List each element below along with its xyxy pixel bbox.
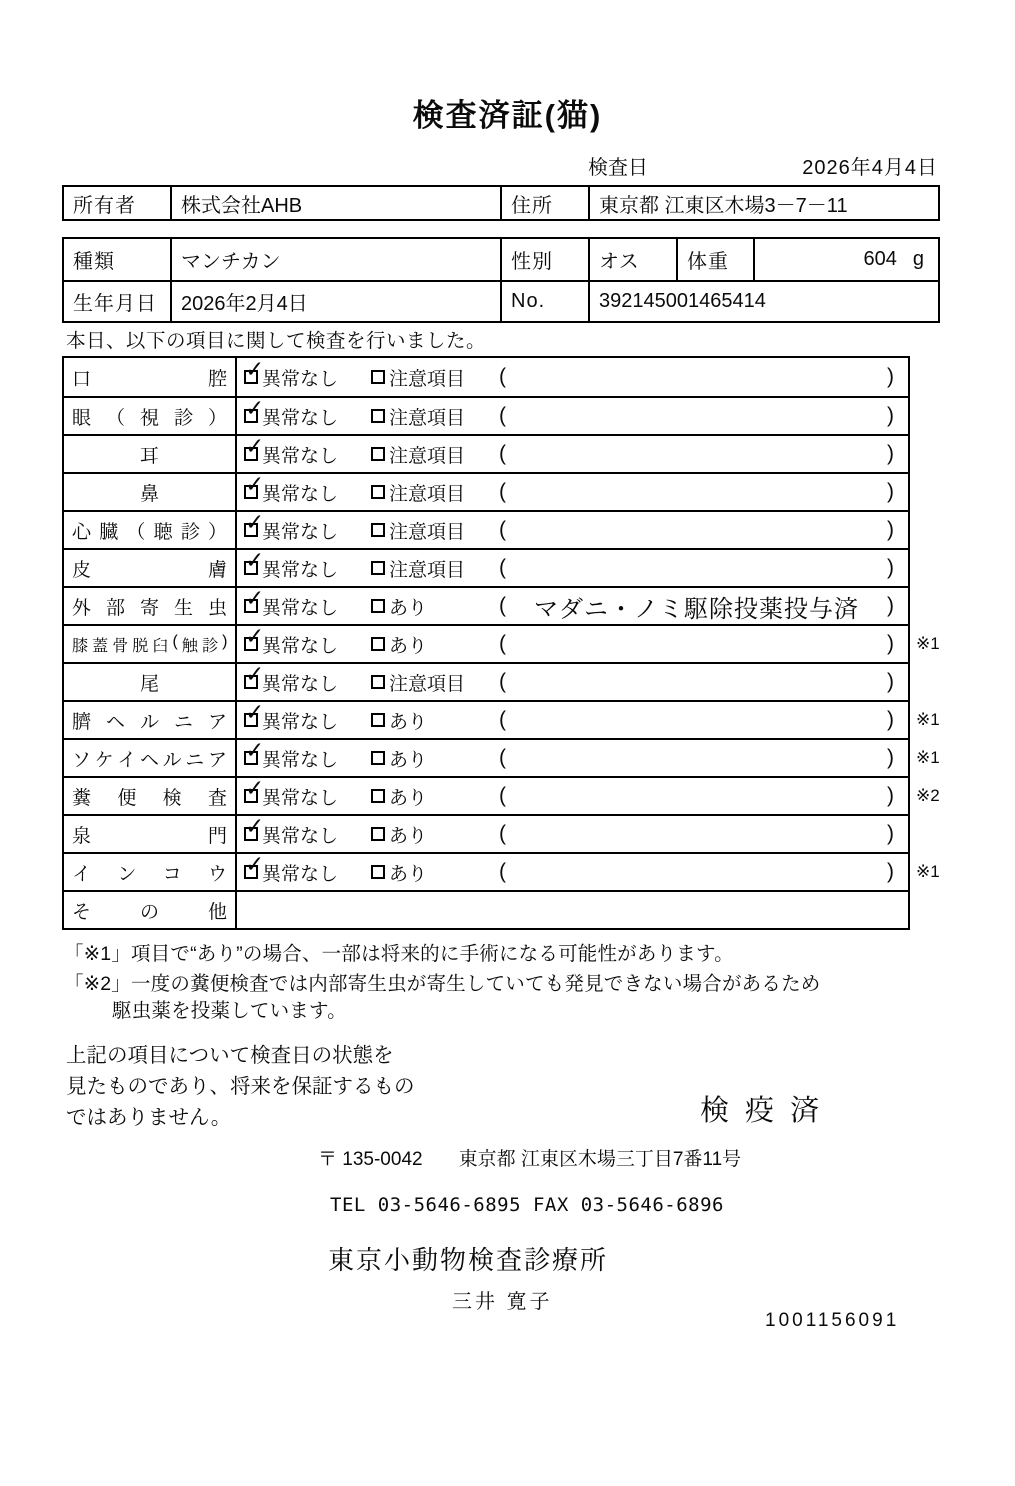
option-normal[interactable] bbox=[244, 395, 371, 430]
checkbox-attention-icon[interactable] bbox=[371, 637, 385, 651]
item-name-cell bbox=[64, 588, 237, 624]
item-name: 尾 bbox=[139, 673, 159, 695]
item-body bbox=[237, 699, 908, 738]
checkbox-normal-icon[interactable] bbox=[244, 433, 265, 461]
checklist-row bbox=[64, 548, 908, 586]
clinic-address-line bbox=[318, 1144, 741, 1171]
item-name: 眼 （ 視 診 ） bbox=[72, 407, 227, 429]
option-attention[interactable] bbox=[371, 593, 499, 620]
option-attention[interactable] bbox=[371, 555, 499, 582]
birthdate-label: 生年月日 bbox=[73, 293, 157, 315]
option-normal-label: 異常なし bbox=[262, 863, 339, 885]
option-normal[interactable] bbox=[244, 547, 371, 582]
open-paren: ( bbox=[499, 670, 506, 693]
checkbox-normal-icon[interactable] bbox=[244, 813, 265, 841]
option-normal[interactable] bbox=[244, 433, 371, 468]
item-body bbox=[237, 813, 908, 852]
check-mark-icon: ✓ bbox=[245, 775, 265, 801]
checkbox-attention-icon[interactable] bbox=[371, 561, 385, 575]
checkbox-attention-icon[interactable] bbox=[371, 409, 385, 423]
item-name-cell bbox=[64, 626, 237, 662]
close-paren: ) bbox=[887, 594, 894, 617]
option-attention-label: あり bbox=[389, 711, 428, 733]
item-body bbox=[237, 775, 908, 814]
option-normal[interactable] bbox=[244, 356, 371, 391]
item-name-cell bbox=[64, 740, 237, 776]
checkbox-normal-icon[interactable] bbox=[244, 737, 265, 765]
item-name-cell bbox=[64, 398, 237, 434]
option-normal-label: 異常なし bbox=[262, 483, 339, 505]
item-body bbox=[237, 661, 908, 700]
check-mark-icon: ✓ bbox=[245, 661, 265, 687]
close-paren: ) bbox=[887, 518, 894, 541]
checklist-row bbox=[64, 890, 908, 928]
weight-label: 体重 bbox=[676, 239, 753, 280]
close-paren: ) bbox=[887, 442, 894, 465]
option-attention[interactable] bbox=[371, 821, 499, 848]
option-attention[interactable] bbox=[371, 745, 499, 772]
checkbox-attention-icon[interactable] bbox=[371, 523, 385, 537]
checklist-row bbox=[64, 623, 940, 662]
page-title: 検査済証(猫) bbox=[412, 98, 603, 133]
option-normal-label: 異常なし bbox=[262, 521, 339, 543]
remark-text: マダニ・ノミ駆除投薬投与済 bbox=[534, 595, 859, 623]
item-body bbox=[237, 433, 908, 472]
checkbox-attention-icon[interactable] bbox=[371, 599, 385, 613]
checkbox-attention-icon[interactable] bbox=[371, 447, 385, 461]
checkbox-normal-icon[interactable] bbox=[244, 547, 265, 575]
checkbox-attention-icon[interactable] bbox=[371, 485, 385, 499]
weight-unit: g bbox=[912, 248, 924, 270]
check-mark-icon: ✓ bbox=[245, 585, 265, 611]
disclaimer-line-3: ではありません。 bbox=[66, 1106, 232, 1129]
option-attention[interactable] bbox=[371, 669, 499, 696]
close-paren: ) bbox=[887, 708, 894, 731]
open-paren: ( bbox=[499, 442, 506, 465]
item-body bbox=[237, 585, 908, 624]
item-name-cell bbox=[64, 854, 237, 890]
remark-field bbox=[499, 404, 894, 428]
animal-table-row-1 bbox=[64, 239, 938, 280]
option-attention-label: あり bbox=[389, 787, 428, 809]
checkbox-normal-icon[interactable] bbox=[244, 699, 265, 727]
checklist-row bbox=[64, 396, 908, 434]
checkbox-normal-icon[interactable] bbox=[244, 661, 265, 689]
option-normal[interactable] bbox=[244, 623, 371, 658]
option-attention-label: あり bbox=[389, 825, 428, 847]
remark-field bbox=[499, 860, 894, 884]
option-normal-label: 異常なし bbox=[262, 368, 339, 390]
clinic-name: 東京小動物検査診療所 bbox=[328, 1245, 609, 1275]
check-mark-icon: ✓ bbox=[245, 471, 265, 497]
item-name-cell bbox=[64, 702, 237, 738]
close-paren: ) bbox=[887, 670, 894, 693]
checkbox-normal-icon[interactable] bbox=[244, 623, 265, 651]
checklist-row bbox=[64, 662, 908, 700]
close-paren: ) bbox=[887, 556, 894, 579]
option-attention[interactable] bbox=[371, 631, 499, 658]
check-mark-icon: ✓ bbox=[245, 851, 265, 877]
footnote-2-line-1: 「※2」一度の糞便検査では内部寄生虫が寄生していても発見できない場合があるため bbox=[64, 973, 821, 995]
item-body bbox=[237, 851, 908, 890]
option-attention-label: あり bbox=[389, 597, 428, 619]
checklist-row bbox=[64, 586, 908, 624]
option-attention[interactable] bbox=[371, 479, 499, 506]
close-paren: ) bbox=[887, 632, 894, 655]
checkbox-attention-icon[interactable] bbox=[371, 865, 385, 879]
item-name: 口 腔 bbox=[72, 368, 227, 390]
checklist-row bbox=[64, 510, 908, 548]
sex-label: 性別 bbox=[500, 239, 588, 280]
inspection-date-label: 検査日 bbox=[588, 157, 648, 179]
owner-table bbox=[62, 185, 940, 221]
document-serial-number: 1001156091 bbox=[765, 1310, 900, 1331]
item-name: そ の 他 bbox=[72, 901, 227, 923]
check-mark-icon: ✓ bbox=[245, 813, 265, 839]
item-name: 泉 門 bbox=[72, 825, 227, 847]
checkbox-normal-icon[interactable] bbox=[244, 775, 265, 803]
remark-field bbox=[499, 784, 894, 808]
option-attention-label: 注意項目 bbox=[389, 445, 466, 467]
remark-field bbox=[499, 670, 894, 694]
checkbox-attention-icon[interactable] bbox=[371, 827, 385, 841]
option-normal-label: 異常なし bbox=[262, 445, 339, 467]
option-normal-label: 異常なし bbox=[262, 787, 339, 809]
option-normal[interactable] bbox=[244, 585, 371, 620]
item-body bbox=[237, 358, 908, 396]
item-name: 糞 便 検 査 bbox=[72, 787, 227, 809]
option-attention-label: 注意項目 bbox=[389, 559, 466, 581]
remark-field bbox=[499, 442, 894, 466]
option-attention-label: 注意項目 bbox=[389, 483, 466, 505]
checklist-row bbox=[64, 434, 908, 472]
remark-field bbox=[499, 632, 894, 656]
option-normal[interactable] bbox=[244, 699, 371, 734]
check-mark-icon: ✓ bbox=[245, 699, 265, 725]
check-mark-icon: ✓ bbox=[245, 433, 265, 459]
open-paren: ( bbox=[499, 594, 506, 617]
option-attention-label: 注意項目 bbox=[389, 673, 466, 695]
quarantine-stamp: 検 疫 済 bbox=[700, 1095, 824, 1127]
option-normal-label: 異常なし bbox=[262, 749, 339, 771]
checklist-row bbox=[64, 699, 940, 738]
option-attention-label: 注意項目 bbox=[389, 368, 466, 390]
item-name: 外 部 寄 生 虫 bbox=[72, 597, 227, 619]
item-body bbox=[237, 471, 908, 510]
option-normal[interactable] bbox=[244, 813, 371, 848]
open-paren: ( bbox=[499, 556, 506, 579]
address-label: 住所 bbox=[500, 187, 588, 219]
open-paren: ( bbox=[499, 746, 506, 769]
checklist-row bbox=[64, 358, 908, 396]
item-name-cell bbox=[64, 358, 237, 396]
item-name-cell bbox=[64, 474, 237, 510]
disclaimer-line-1: 上記の項目について検査日の状態を bbox=[66, 1044, 394, 1067]
open-paren: ( bbox=[499, 518, 506, 541]
item-name-cell bbox=[64, 550, 237, 586]
option-attention[interactable] bbox=[371, 783, 499, 810]
option-attention[interactable] bbox=[371, 403, 499, 430]
disclaimer-line-2: 見たものであり、将来を保証するもの bbox=[66, 1075, 415, 1098]
owner-value: 株式会社AHB bbox=[170, 187, 500, 219]
footnote-mark: ※1 bbox=[916, 862, 940, 881]
item-name-cell bbox=[64, 778, 237, 814]
checkbox-normal-icon[interactable] bbox=[244, 585, 265, 613]
option-attention-label: あり bbox=[389, 635, 428, 657]
footnote-mark: ※2 bbox=[916, 786, 940, 805]
clinic-address: 東京都 江東区木場三丁目7番11号 bbox=[458, 1149, 742, 1170]
check-mark-icon: ✓ bbox=[245, 623, 265, 649]
remark-field bbox=[499, 556, 894, 580]
remark-field bbox=[499, 708, 894, 732]
close-paren: ) bbox=[887, 784, 894, 807]
checklist-row bbox=[64, 737, 940, 776]
open-paren: ( bbox=[499, 480, 506, 503]
close-paren: ) bbox=[887, 404, 894, 427]
checkbox-attention-icon[interactable] bbox=[371, 675, 385, 689]
close-paren: ) bbox=[887, 480, 894, 503]
item-name: イ ン コ ウ bbox=[72, 863, 227, 885]
item-name: 鼻 bbox=[139, 483, 159, 505]
item-name: 心 臓 （ 聴 診 ） bbox=[72, 521, 227, 543]
option-attention-label: あり bbox=[389, 863, 428, 885]
close-paren: ) bbox=[887, 746, 894, 769]
sex-value: オス bbox=[588, 239, 676, 280]
option-attention[interactable] bbox=[371, 859, 499, 886]
open-paren: ( bbox=[499, 708, 506, 731]
item-name: 皮 膚 bbox=[72, 559, 227, 581]
option-normal-label: 異常なし bbox=[262, 635, 339, 657]
option-attention[interactable] bbox=[371, 364, 499, 391]
option-normal-label: 異常なし bbox=[262, 825, 339, 847]
item-name-cell bbox=[64, 512, 237, 548]
checkbox-attention-icon[interactable] bbox=[371, 789, 385, 803]
item-name-cell bbox=[64, 816, 237, 852]
footnote-mark: ※1 bbox=[916, 748, 940, 767]
registration-no-label: No. bbox=[500, 282, 588, 321]
remark-field bbox=[499, 589, 894, 624]
item-body bbox=[237, 737, 908, 776]
tel-fax-line: TEL 03-5646-6895 FAX 03-5646-6896 bbox=[330, 1194, 724, 1216]
checkbox-normal-icon[interactable] bbox=[244, 395, 265, 423]
checkbox-normal-icon[interactable] bbox=[244, 356, 265, 384]
item-body bbox=[237, 623, 908, 662]
item-name-cell bbox=[64, 664, 237, 700]
option-normal[interactable] bbox=[244, 851, 371, 886]
option-attention[interactable] bbox=[371, 441, 499, 468]
checklist-row bbox=[64, 814, 908, 852]
checkbox-attention-icon[interactable] bbox=[371, 370, 385, 384]
item-name: 膝 蓋 骨 脱 臼 ( 触 診 ) bbox=[72, 632, 227, 655]
checklist-row bbox=[64, 775, 940, 814]
option-attention[interactable] bbox=[371, 707, 499, 734]
animal-table-row-2 bbox=[64, 280, 938, 321]
remark-field bbox=[499, 518, 894, 542]
open-paren: ( bbox=[499, 632, 506, 655]
item-body bbox=[237, 892, 908, 928]
close-paren: ) bbox=[887, 365, 894, 388]
remark-field bbox=[499, 480, 894, 504]
remark-field bbox=[499, 365, 894, 389]
footnote-mark: ※1 bbox=[916, 634, 940, 653]
open-paren: ( bbox=[499, 860, 506, 883]
registration-no-value: 392145001465414 bbox=[588, 282, 938, 321]
checkbox-attention-icon[interactable] bbox=[371, 751, 385, 765]
check-mark-icon: ✓ bbox=[245, 356, 265, 382]
option-attention[interactable] bbox=[371, 517, 499, 544]
animal-table bbox=[62, 237, 940, 323]
close-paren: ) bbox=[887, 822, 894, 845]
weight-cell bbox=[753, 239, 938, 280]
remark-field bbox=[499, 746, 894, 770]
checklist-row bbox=[64, 851, 940, 890]
checklist-table bbox=[62, 356, 940, 930]
item-name: 耳 bbox=[139, 445, 159, 467]
option-normal[interactable] bbox=[244, 737, 371, 772]
open-paren: ( bbox=[499, 784, 506, 807]
item-body bbox=[237, 509, 908, 548]
option-normal-label: 異常なし bbox=[262, 597, 339, 619]
remark-field bbox=[499, 822, 894, 846]
option-normal[interactable] bbox=[244, 661, 371, 696]
open-paren: ( bbox=[499, 365, 506, 388]
option-attention-label: あり bbox=[389, 749, 428, 771]
item-body bbox=[237, 547, 908, 586]
checkbox-attention-icon[interactable] bbox=[371, 713, 385, 727]
weight-value: 604 bbox=[863, 248, 897, 270]
inspector-name: 三井 寛子 bbox=[452, 1291, 553, 1313]
item-name: 臍 ヘ ル ニ ア bbox=[72, 711, 227, 733]
checkbox-normal-icon[interactable] bbox=[244, 471, 265, 499]
item-name-cell bbox=[64, 892, 237, 928]
inspection-date-value: 2026年4月4日 bbox=[802, 157, 938, 179]
option-normal-label: 異常なし bbox=[262, 559, 339, 581]
birthdate-value: 2026年2月4日 bbox=[170, 282, 500, 321]
option-normal-label: 異常なし bbox=[262, 673, 339, 695]
checkbox-normal-icon[interactable] bbox=[244, 851, 265, 879]
check-mark-icon: ✓ bbox=[245, 395, 265, 421]
close-paren: ) bbox=[887, 860, 894, 883]
footnote-1: 「※1」項目で“あり”の場合、一部は将来的に手術になる可能性があります。 bbox=[64, 943, 734, 965]
option-normal[interactable] bbox=[244, 509, 371, 544]
option-normal[interactable] bbox=[244, 775, 371, 810]
open-paren: ( bbox=[499, 822, 506, 845]
open-paren: ( bbox=[499, 404, 506, 427]
option-normal-label: 異常なし bbox=[262, 407, 339, 429]
checkbox-normal-icon[interactable] bbox=[244, 509, 265, 537]
address-value: 東京都 江東区木場3－7－11 bbox=[588, 187, 938, 219]
option-attention-label: 注意項目 bbox=[389, 521, 466, 543]
inspection-date-row bbox=[62, 151, 940, 177]
item-name: ソ ケ イ ヘ ル ニ ア bbox=[72, 749, 227, 771]
footnote-mark: ※1 bbox=[916, 710, 940, 729]
item-name-cell bbox=[64, 436, 237, 472]
disclaimer-text bbox=[66, 1040, 415, 1133]
check-mark-icon: ✓ bbox=[245, 509, 265, 535]
checklist-row bbox=[64, 472, 908, 510]
breed-label: 種類 bbox=[73, 251, 115, 273]
owner-label: 所有者 bbox=[73, 194, 136, 217]
footnote-2-line-2: 駆虫薬を投薬しています。 bbox=[112, 1000, 347, 1022]
option-normal[interactable] bbox=[244, 471, 371, 506]
breed-value: マンチカン bbox=[170, 239, 500, 280]
check-mark-icon: ✓ bbox=[245, 737, 265, 763]
option-normal-label: 異常なし bbox=[262, 711, 339, 733]
check-mark-icon: ✓ bbox=[245, 547, 265, 573]
postal-code: 〒 135-0042 bbox=[318, 1149, 423, 1170]
intro-text: 本日、以下の項目に関して検査を行いました。 bbox=[66, 330, 487, 352]
option-attention-label: 注意項目 bbox=[389, 407, 466, 429]
item-body bbox=[237, 395, 908, 434]
